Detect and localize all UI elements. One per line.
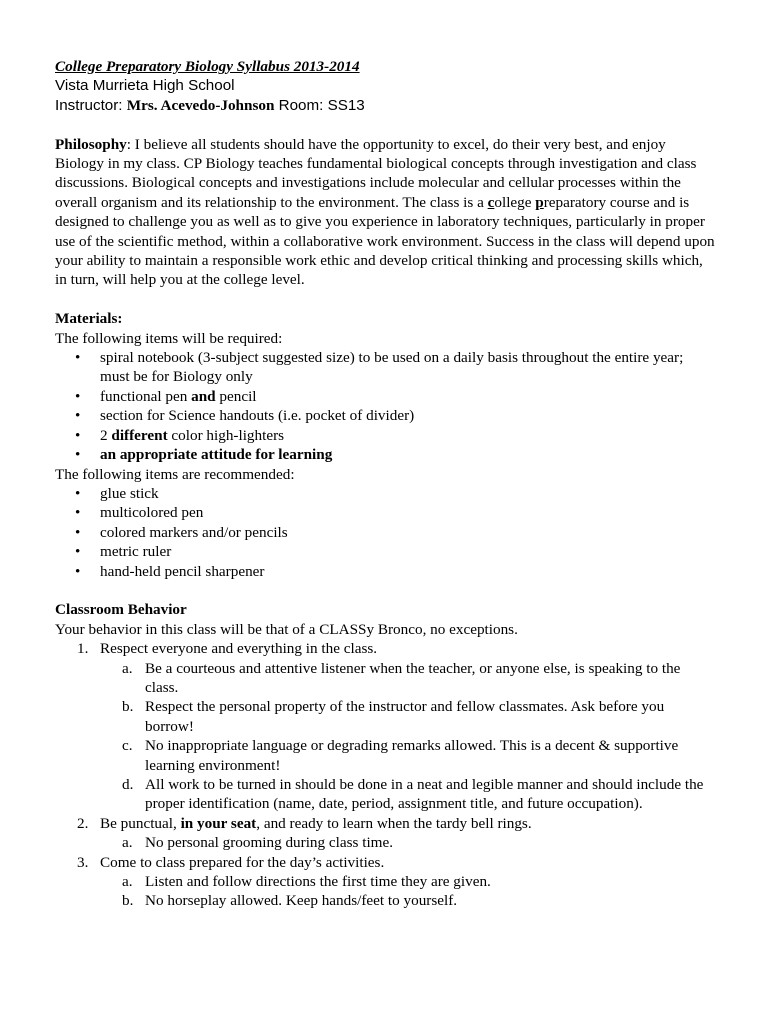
required-item-text: color high-lighters bbox=[167, 426, 285, 444]
rule-item bbox=[55, 814, 715, 853]
college-letter: c bbox=[487, 193, 495, 211]
bullet-icon: • bbox=[75, 523, 81, 541]
room-number: Room: SS13 bbox=[274, 96, 365, 114]
subrule-item bbox=[100, 659, 715, 698]
list-item bbox=[55, 406, 715, 425]
required-intro: The following items will be required: bbox=[55, 329, 283, 347]
school-name: Vista Murrieta High School bbox=[55, 77, 235, 95]
subrule-text: No inappropriate language or degrading remarks allowed. This is a decent & supportive learning environment! bbox=[145, 737, 679, 774]
rule-subitems bbox=[100, 659, 715, 814]
recommended-item-text: hand-held pencil sharpener bbox=[100, 562, 265, 580]
subrule-text: All work to be turned in should be done in a neat and legible manner and should include the proper identification (name, date, period, assignment title, and future occupation). bbox=[145, 775, 704, 813]
subrule-letter: a. bbox=[122, 873, 133, 891]
behavior-heading: Classroom Behavior bbox=[55, 601, 187, 619]
bullet-icon: • bbox=[75, 504, 81, 522]
syllabus-title: College Preparatory Biology Syllabus 2013-2014 bbox=[55, 58, 360, 75]
instructor-label: Instructor: bbox=[55, 96, 127, 114]
rule-text: Respect everyone and everything in the class. bbox=[100, 640, 378, 658]
rule-emphasis: in your seat bbox=[180, 814, 257, 832]
subrule-item bbox=[100, 775, 715, 814]
behavior-intro: Your behavior in this class will be that of a CLASSy Bronco, no exceptions. bbox=[55, 620, 518, 638]
subrule-text: Be a courteous and attentive listener when the teacher, or anyone else, is speaking to the class. bbox=[145, 659, 681, 696]
bullet-icon: • bbox=[75, 484, 81, 502]
required-item-text: functional pen bbox=[100, 387, 192, 405]
subrule-text: No horseplay allowed. Keep hands/feet to yourself. bbox=[145, 892, 458, 910]
required-item-text: spiral notebook (3-subject suggested size) to be used on a daily basis throughout the entire year; must be for Biology only bbox=[100, 349, 684, 386]
bullet-icon: • bbox=[75, 562, 81, 580]
subrule-letter: b. bbox=[122, 698, 134, 716]
rule-item bbox=[55, 639, 715, 814]
recommended-item-text: colored markers and/or pencils bbox=[100, 523, 288, 541]
required-item-emphasis: and bbox=[191, 387, 216, 405]
required-item-text: pencil bbox=[215, 387, 257, 405]
rule-number: 1. bbox=[77, 640, 89, 658]
list-item bbox=[55, 562, 715, 581]
instructor-line bbox=[55, 96, 715, 115]
subrule-item bbox=[100, 697, 715, 736]
bullet-icon: • bbox=[75, 543, 81, 561]
bullet-icon: • bbox=[75, 426, 81, 444]
list-item bbox=[55, 426, 715, 445]
subrule-letter: b. bbox=[122, 892, 134, 910]
subrule-letter: a. bbox=[122, 659, 133, 677]
behavior-rules bbox=[55, 639, 715, 911]
rule-text: , and ready to learn when the tardy bell rings. bbox=[256, 814, 532, 832]
philosophy-paragraph bbox=[55, 135, 715, 290]
required-item-emphasis: different bbox=[111, 426, 168, 444]
rule-subitems bbox=[100, 872, 715, 911]
bullet-icon: • bbox=[75, 349, 81, 367]
rule-item bbox=[55, 853, 715, 911]
bullet-icon: • bbox=[75, 446, 81, 464]
subrule-text: Listen and follow directions the first time they are given. bbox=[145, 873, 491, 891]
required-item-emphasis: an appropriate attitude for learning bbox=[100, 446, 333, 464]
recommended-item-text: multicolored pen bbox=[100, 504, 204, 522]
list-item bbox=[55, 523, 715, 542]
list-item bbox=[55, 503, 715, 522]
subrule-letter: a. bbox=[122, 834, 133, 852]
philosophy-text-2: ollege bbox=[494, 193, 536, 211]
subrule-item bbox=[100, 833, 715, 852]
subrule-item bbox=[100, 872, 715, 891]
syllabus-content bbox=[55, 57, 715, 911]
required-list bbox=[55, 348, 715, 464]
subrule-item bbox=[100, 891, 715, 910]
recommended-intro: The following items are recommended: bbox=[55, 465, 295, 483]
materials-heading: Materials: bbox=[55, 310, 123, 328]
subrule-text: No personal grooming during class time. bbox=[145, 834, 394, 852]
bullet-icon: • bbox=[75, 407, 81, 425]
list-item bbox=[55, 445, 715, 464]
bullet-icon: • bbox=[75, 387, 81, 405]
list-item bbox=[55, 387, 715, 406]
recommended-item-text: metric ruler bbox=[100, 543, 172, 561]
rule-number: 2. bbox=[77, 814, 89, 832]
rule-number: 3. bbox=[77, 853, 89, 871]
subrule-letter: c. bbox=[122, 737, 133, 755]
required-item-text: section for Science handouts (i.e. pocket of divider) bbox=[100, 407, 415, 425]
rule-text: Be punctual, bbox=[100, 814, 181, 832]
rule-text: Come to class prepared for the day’s activities. bbox=[100, 853, 385, 871]
philosophy-text-3: reparatory course and is designed to challenge you as well as to give you experience in laboratory techniques, particularly in proper use of the scientific method, within a collaborative work environment. Success in the class will depend upon your ability to maintain a responsible work ethic and develop critical thinking and processing skills which, in turn, will help you at the college level. bbox=[55, 193, 715, 289]
list-item bbox=[55, 542, 715, 561]
philosophy-text-1: : I believe all students should have the opportunity to excel, do their very best, and enjoy Biology in my class. CP Biology teaches fundamental biological concepts through investigation and class discussions. Biological concepts and investigations include molecular and cellular processes within the overall organism and its relationship to the environment. The class is a bbox=[55, 135, 697, 211]
philosophy-heading: Philosophy bbox=[55, 135, 127, 153]
subrule-text: Respect the personal property of the instructor and fellow classmates. Ask before you borrow! bbox=[145, 698, 665, 735]
instructor-name: Mrs. Acevedo-Johnson bbox=[126, 96, 275, 114]
subrule-item bbox=[100, 736, 715, 775]
list-item bbox=[55, 348, 715, 387]
preparatory-letter: p bbox=[535, 193, 544, 211]
required-item-text: 2 bbox=[100, 426, 112, 444]
subrule-letter: d. bbox=[122, 775, 134, 793]
recommended-list bbox=[55, 484, 715, 581]
list-item bbox=[55, 484, 715, 503]
rule-subitems bbox=[100, 833, 715, 852]
recommended-item-text: glue stick bbox=[100, 484, 159, 502]
